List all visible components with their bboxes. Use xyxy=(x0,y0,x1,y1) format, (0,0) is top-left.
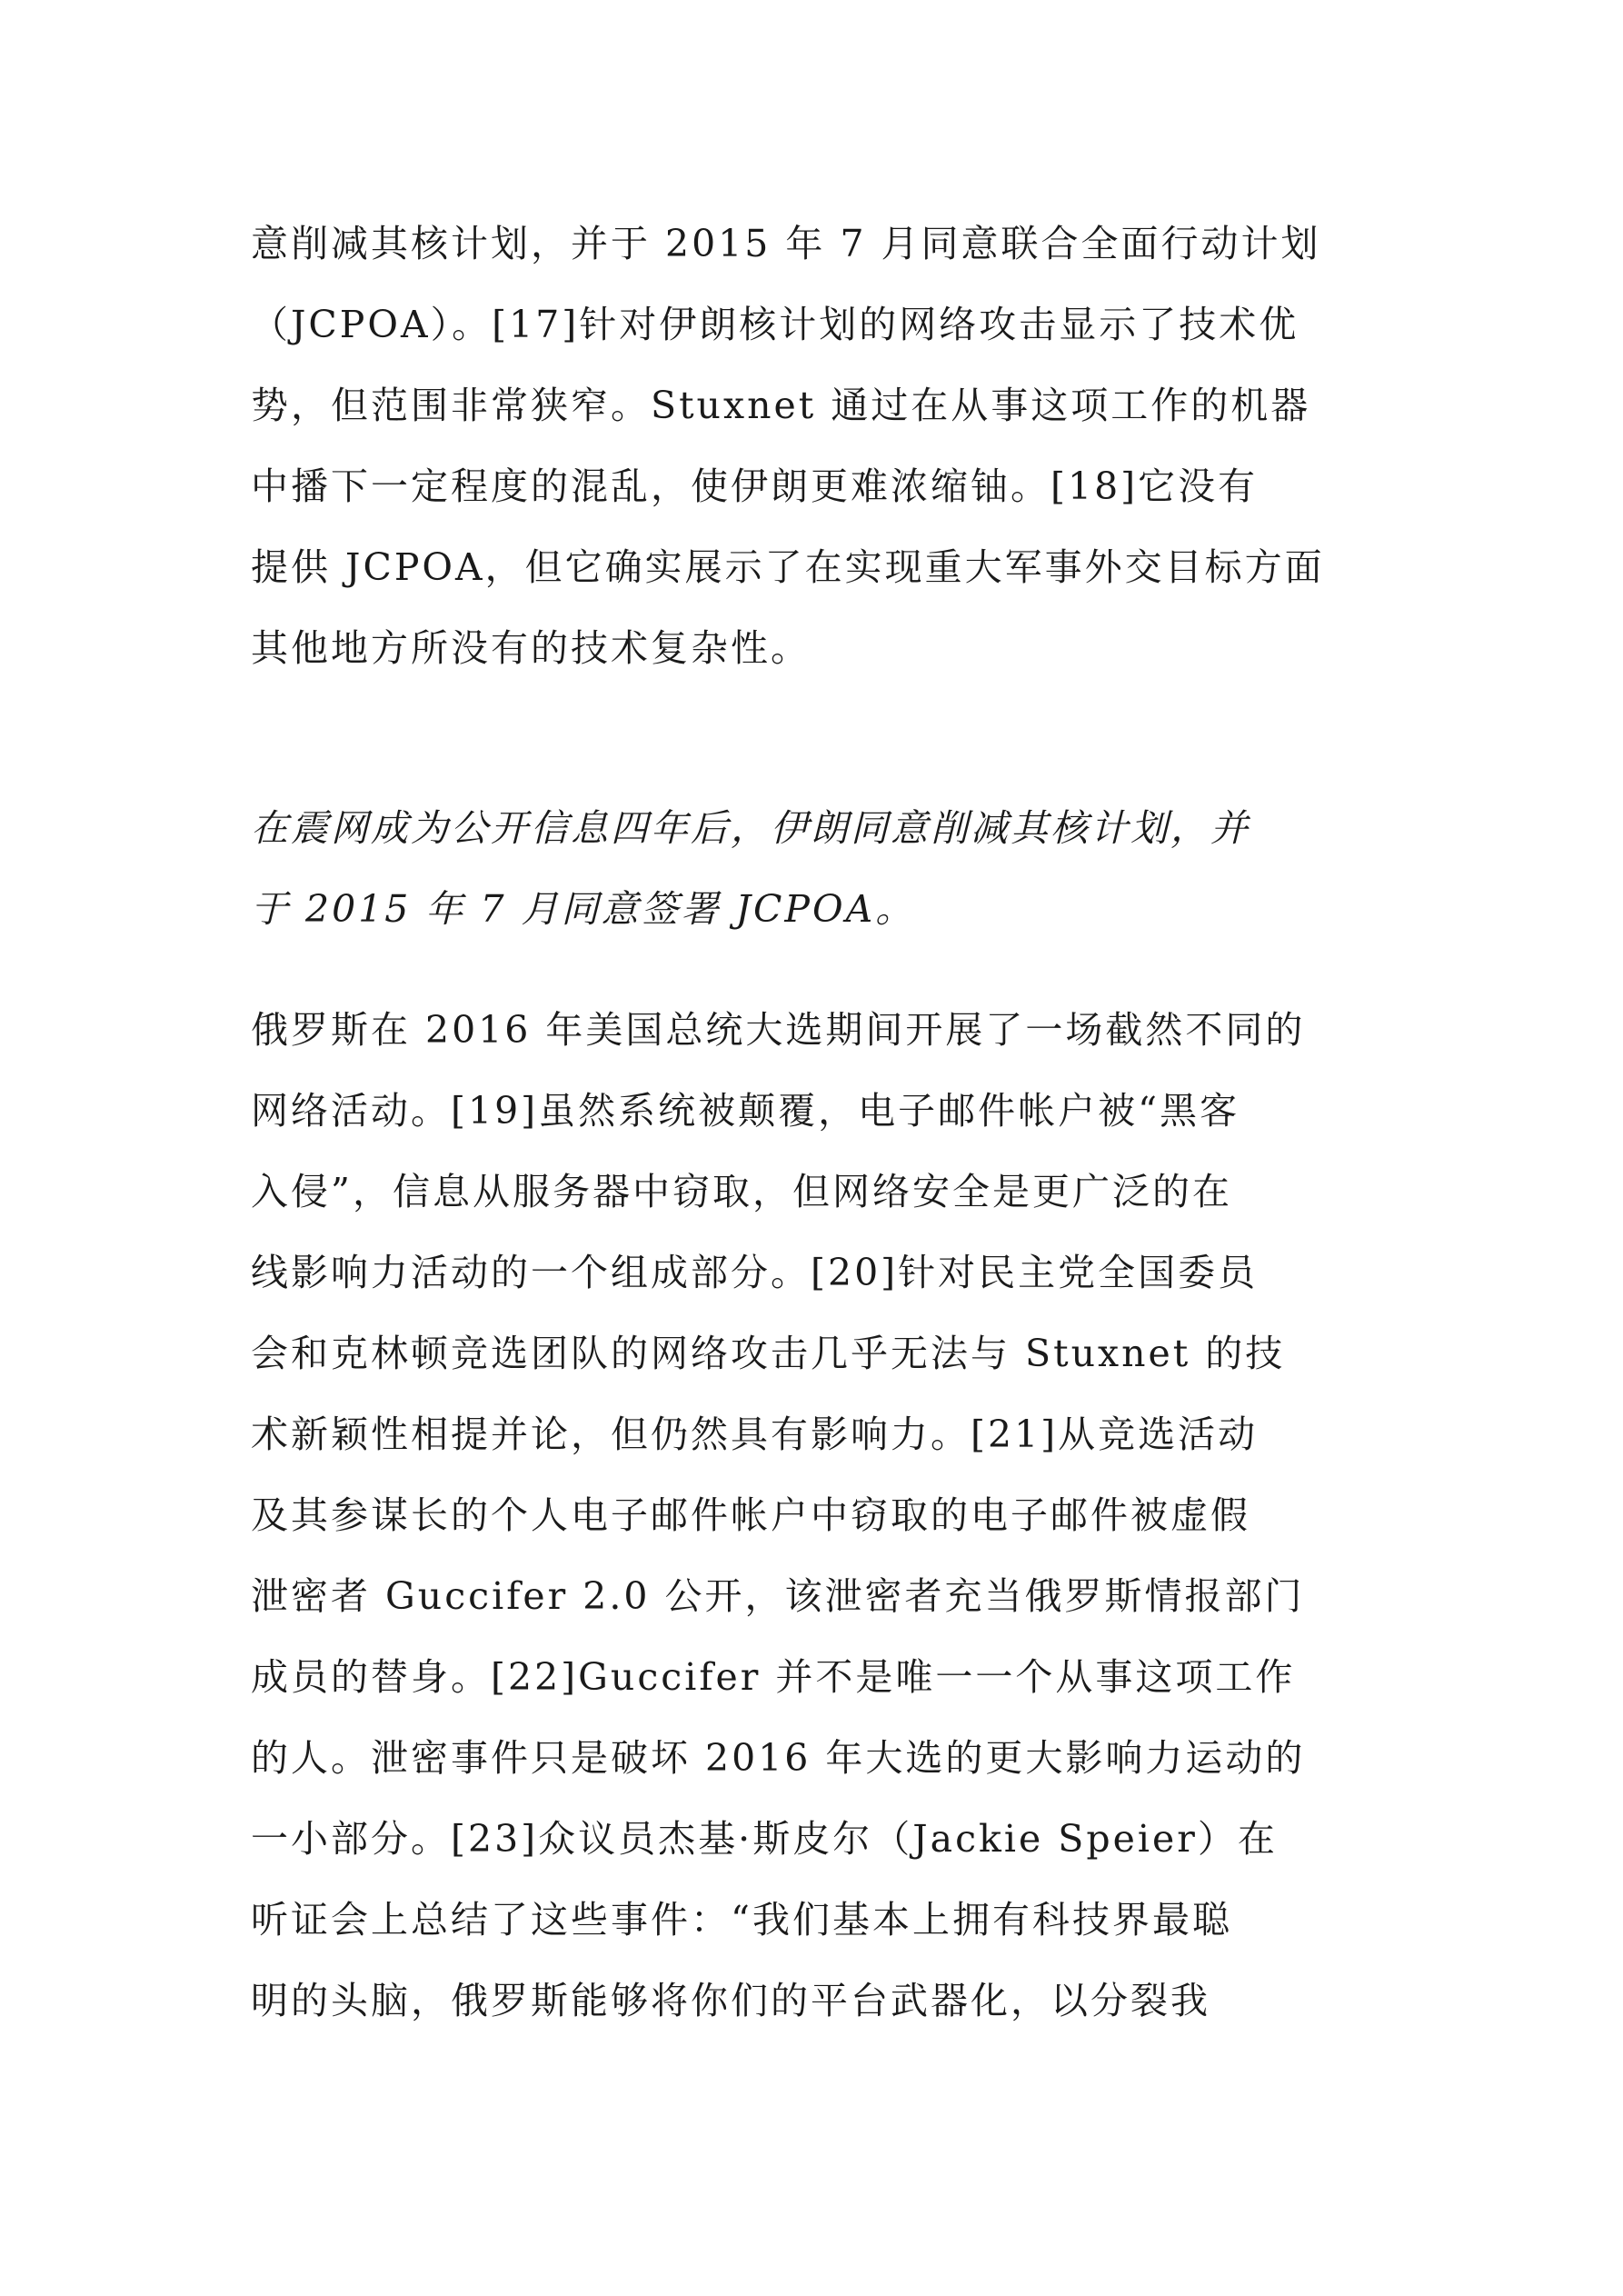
text-line: 入侵”，信息从服务器中窃取，但网络安全是更广泛的在 xyxy=(251,1170,1232,1213)
text-line: 提供 JCPOA，但它确实展示了在实现重大军事外交目标方面 xyxy=(251,545,1325,589)
text-line: 泄密者 Guccifer 2.0 公开，该泄密者充当俄罗斯情报部门 xyxy=(251,1574,1305,1618)
text-line: 的人。泄密事件只是破坏 2016 年大选的更大影响力运动的 xyxy=(251,1736,1306,1780)
text-line: （JCPOA）。[17]针对伊朗核计划的网络攻击显示了技术优 xyxy=(251,303,1299,346)
text-line: 及其参谋长的个人电子邮件帐户中窃取的电子邮件被虚假 xyxy=(251,1493,1250,1537)
pull-quote-italic xyxy=(251,788,1378,950)
paragraph-russia-2016-election xyxy=(251,990,1378,2041)
text-line: 听证会上总结了这些事件：“我们基本上拥有科技界最聪 xyxy=(251,1898,1232,1942)
text-line: 会和克林顿竞选团队的网络攻击几乎无法与 Stuxnet 的技 xyxy=(251,1332,1286,1375)
text-line: 线影响力活动的一个组成部分。[20]针对民主党全国委员 xyxy=(251,1251,1259,1294)
text-line: 在震网成为公开信息四年后，伊朗同意削减其核计划，并 xyxy=(251,806,1250,850)
text-line: 一小部分。[23]众议员杰基·斯皮尔（Jackie Speier）在 xyxy=(251,1817,1278,1861)
text-line: 明的头脑，俄罗斯能够将你们的平台武器化，以分裂我 xyxy=(251,1979,1210,2022)
paragraph-stuxnet-jcpoa xyxy=(251,204,1378,689)
text-line: 于 2015 年 7 月同意签署 JCPOA。 xyxy=(251,887,916,931)
text-line: 成员的替身。[22]Guccifer 并不是唯一一个从事这项工作 xyxy=(251,1655,1296,1699)
text-line: 网络活动。[19]虽然系统被颠覆，电子邮件帐户被“黑客 xyxy=(251,1089,1240,1133)
text-line: 术新颖性相提并论，但仍然具有影响力。[21]从竞选活动 xyxy=(251,1413,1259,1456)
text-line: 俄罗斯在 2016 年美国总统大选期间开展了一场截然不同的 xyxy=(251,1008,1306,1052)
text-line: 势，但范围非常狭窄。Stuxnet 通过在从事这项工作的机器 xyxy=(251,384,1311,427)
text-line: 意削减其核计划，并于 2015 年 7 月同意联合全面行动计划 xyxy=(251,222,1321,265)
text-line: 中播下一定程度的混乱，使伊朗更难浓缩铀。[18]它没有 xyxy=(251,464,1259,508)
text-line: 其他地方所没有的技术复杂性。 xyxy=(251,626,811,670)
